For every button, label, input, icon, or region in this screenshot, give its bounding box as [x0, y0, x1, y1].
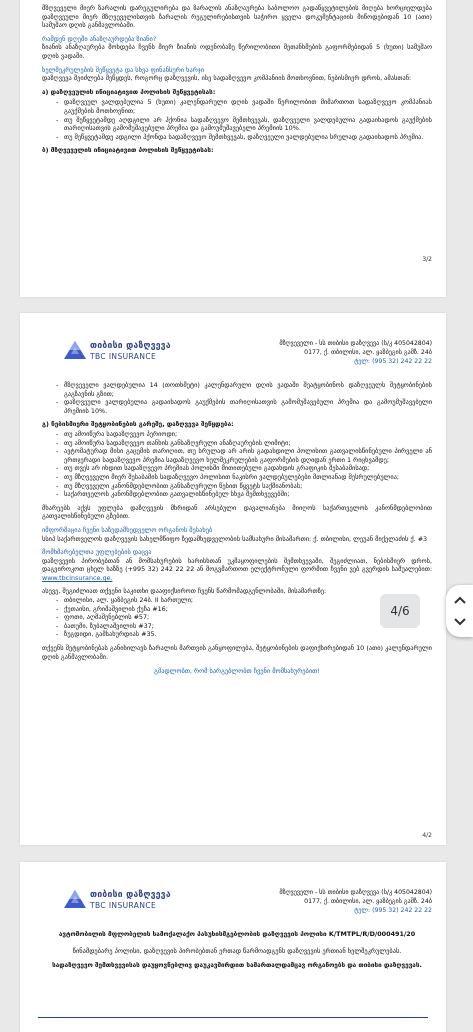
logo-text-georgian: თიბისი დაზღვევა	[90, 341, 171, 351]
list-item: - ბათუმი, ზუბალაშვილის #37;	[64, 622, 432, 631]
office-list	[42, 596, 432, 639]
document-page-3	[20, 0, 446, 297]
list-item: - თუ ამოიწურა სადაზღვევო პერიოდი;	[64, 430, 432, 439]
contact-text: დაზღვევის პირობებთან ან მომსახურების ხარისხთან უკმაყოფილების შემთხვევაში, შეგიძლიათ, ნებისმიერ დროს, დაგვიროკოთ ცხელ ხაზზე (+995 32) 242 22 22 ან მოგვმართოთ ელექტრონული ფორმით ჩვენი ვებ გვერდის საშუალებით:	[42, 556, 432, 574]
page-counter: 4/6	[380, 594, 420, 628]
page-number: 4/2	[422, 832, 432, 839]
paragraph: ზიანის ანაზღაურება მოხდება ჩვენს მიერ ზიანის ოდენობაზე წერილობითი შეთანხმების გაფორმებიდან 5 (ხუთი) სამუშაო დღის ვადაში.	[42, 43, 432, 60]
list-item: - ქუთაისი, გრიშაშვილის ქუჩა #16;	[64, 605, 432, 614]
list-item: - ფოთი, აღმაშენებლის #57;	[64, 613, 432, 622]
company-street: 0177, ქ. თბილისი, ალ. ყაზბეგის გამზ. 24ბ	[304, 898, 432, 905]
paragraph: ასევე, შეგიძლიათ თქვენი საკითხი დააფიქსიროთ ჩვენს წარმომადგენლობაში, მისამართზე:	[42, 587, 327, 596]
logo-text-english: TBC INSURANCE	[90, 352, 157, 361]
list-item: - მზღვეველი ვალდებულია 14 (თოთხმეტი) კალენდარული დღის ვადაში შეატყობინოს დაზღვეულს შეტყობინების გაგზავნის გზით;	[64, 381, 432, 398]
paragraph: მხარეებს აქვს უფლება დაზღვევის მხრიდან არსებული დავალიანება მიიღოს საქართველოს კანონმდებლობით გათვალისწინებული გზებით.	[42, 503, 432, 521]
document-page-5	[20, 862, 446, 1032]
paragraph: მზღვეველი მიერ ზარალის დარეგულირება და ზარალის ანაზღაურება საბოლოო გადაწყვეტილების მიღება ხორციელდება დაზღვეული მიერ მზღვეველისთვის ზარალის რეგულირებისთვის საჭირო ყველა დოკუმენტაციის მიწოდებიდან 10 (ათი) სამუშაო დღის განმავლობაში.	[42, 4, 432, 30]
section-heading: მომხმარებელთა უფლებების დაცვა	[42, 548, 152, 557]
list-item: - დაზღვეული ვალდებულია გადაიხადოს გაუქმების თარიღისათვის გამომუშავებული პრემია და გამოუმუშავებელი პრემიის 10%.	[64, 398, 432, 415]
list-item: - ზუგდიდი, გამსახურდიას #35.	[64, 630, 432, 639]
logo-triangle-icon	[64, 890, 86, 908]
subsection-heading: ბ) მზღვეველის ინიციატივით პოლისის შეწყვეტისას:	[42, 146, 214, 155]
company-street: 0177, ქ. თბილისი, ალ. ყაზბეგის გამზ. 24ბ	[304, 349, 432, 356]
chevron-down-icon[interactable]	[453, 617, 467, 627]
page-header	[20, 313, 446, 373]
section-heading: იმფორმაცია ჩვენი საზედამხედველო ორგანოს შესახებ	[42, 525, 213, 534]
list-item: - თუ შეწყვეტამდე ადგილი ჰქონდა სადაზღვევო შემთხვევას, დაზღვეული ვალდებულია სრულად გადაიხადოს პრემია.	[64, 133, 432, 142]
list-item: - თუ მზღვეველი კანონმდებლობით განსაზღვრული წესით წყვეტს საქმიანობას;	[64, 482, 432, 491]
list-item: - თბილისი, ალ. ყაზბეგის 24ბ. II სართული;	[64, 596, 432, 605]
policy-title: ავტომობილის მფლობელის სამოქალაქო პასუხისმგებლობის დაზღვევის პოლისი K/TMTPL/R/D/000491/20	[58, 930, 416, 938]
page-number: 3/2	[422, 256, 432, 263]
document-page-4	[20, 313, 446, 845]
bullet-list	[42, 381, 432, 415]
list-item: - თუ მზღვეველი მიერ შესაბამის სადაზღვევო პოლისით ნაკისრი ვალდებულებები მთლიანად შესრულებულია;	[64, 473, 432, 482]
subsection-heading: გ) ნებისმიერი შეტყობინების გარეშე, დაზღვევა შეწყდება:	[42, 420, 234, 429]
paragraph	[42, 557, 432, 583]
website-link[interactable]: www.tbcinsurance.ge.	[42, 573, 113, 582]
company-address	[279, 339, 432, 366]
tbc-insurance-logo	[64, 888, 184, 918]
paragraph: თქვენს შეტყობინებას განიხილავს ზარალის მართვის განყოფილება, შეტყობინების დაფიქსირებიდან 10 (ათი) კალენდარული დღის განმავლობაში.	[42, 644, 432, 661]
list-item: - საქართველოს კანონმდებლობით გათვალისწინებულ სხვა შემთხვევებში;	[64, 490, 432, 499]
subsection-heading: ა) დაზღვეულის ინიციატივით პოლისის შეწყვეტისას:	[42, 87, 216, 96]
paragraph: წინამდებარე პოლისი, დაზღვევის პირობებთან ერთად წარმოადგენს დაზღვევის ერთიან ხელშეკრულებას.	[72, 946, 402, 955]
company-phone: ტელ: (995 32) 242 22 22	[354, 907, 432, 914]
notice: სადაზღვევო შემთხვევისას დაუყოვნებლივ დაუკავშირდით სამართალდამცავ ორგანოებს და თიბისი დაზღვევას.	[52, 961, 422, 970]
section-heading: რამდენ დღეში ანაზღაურდება ზიანი?	[42, 34, 157, 43]
company-address	[279, 888, 432, 915]
page-content	[42, 930, 432, 975]
company-phone: ტელ: (995 32) 242 22 22	[354, 358, 432, 365]
paragraph: დაზღვევა შეიძლება შეწყდეს, როგორც დაზღვევის, ისე სადაზღვევო კომპანიის მოთხოვნით, ნებისმიერ დროს, ამასთან:	[42, 74, 412, 83]
tbc-insurance-logo	[64, 339, 184, 369]
chevron-up-icon[interactable]	[453, 595, 467, 605]
list-item: - თუ შეწყვეტამდე აღდგილი არ ჰქონია სადაზღვევო შემთხვევას, დაზღვეული ვალდებულია გადაიხადოს გაუქმების თარიღისათვის გამომუშავებული პრემია და გამოუმუშავებელი პრემიის 10%.	[64, 116, 432, 133]
bullet-list	[42, 430, 432, 499]
list-item: - ავტომატურად მისი გაცემის თარიღით, თუ სრულად არ არის გადახდილი პოლისით გათვალისწინებული პირველი ან ერთჯერადი სადაზღვევო პრემია სადაზღვევო ხელშეკრულების გაფორმების დღიდან ერთი 1 რიცხვამდე;	[64, 447, 432, 464]
logo-triangle-icon	[64, 341, 86, 359]
page-content	[42, 381, 432, 681]
list-item: - დაზღვეულ ვალდებულია 5 (ხუთი) კალენდარული დღის ვადაში წერილობით მიმართოთ სადაზღვევო კომპანიას გაუქმების მოთხოვნით;	[64, 98, 432, 115]
divider	[38, 1017, 428, 1018]
section-heading: ხელშეკრულების შეწყვეტა და სხვა ფინანსური ხარჯი	[42, 65, 205, 74]
list-item: - თუ ამოიწურა სადაზღვევო თანხის განსაზღვრული ანაზღაურების ლიმიტი;	[64, 439, 432, 448]
logo-text-georgian: თიბისი დაზღვევა	[90, 890, 171, 900]
paragraph: სსიპ საქართველოს დაზღვევის სახელმწიფო ზედამხედველობის სამსახური მისამართი: ქ. თბილისი, ლეუან მიქელაძის ქ. #3	[42, 534, 428, 543]
page-content	[42, 4, 432, 160]
page-scroll-handle[interactable]	[446, 585, 473, 637]
list-item: - თუ თვეს არ იხდით სადაზღვევო პრემიას პოლისში მითითებული გადახდის გრაფიკის შესაბამისად;	[64, 464, 432, 473]
bullet-list	[42, 98, 432, 141]
logo-text-english: TBC INSURANCE	[90, 901, 157, 910]
page-header	[20, 862, 446, 922]
company-name: მზღვეველი - სს თიბისი დაზღვევა (ს/კ 405042804)	[279, 340, 432, 347]
thank-you-note: გმადლობთ, რომ სარგებლობთ ჩვენი მომსახურებით!	[154, 667, 320, 676]
company-name: მზღვეველი - სს თიბისი დაზღვევა (ს/კ 405042804)	[279, 889, 432, 896]
